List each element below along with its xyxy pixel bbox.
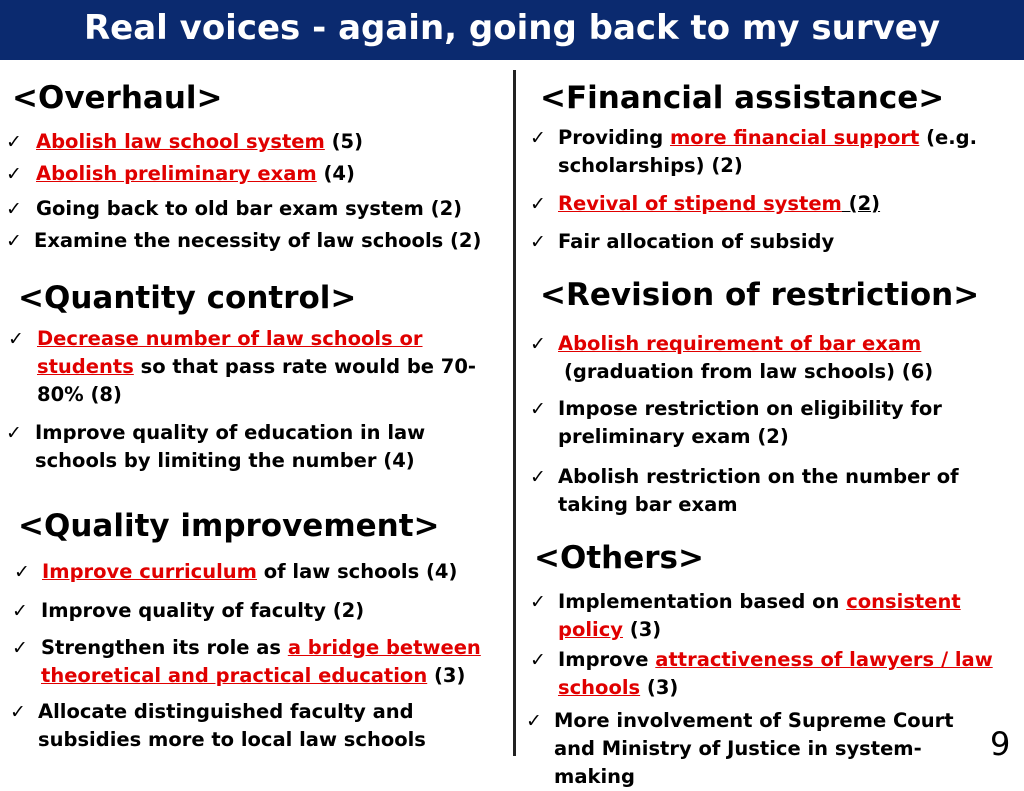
- check-icon: ✓: [530, 649, 546, 671]
- check-icon: ✓: [530, 398, 546, 420]
- check-icon: ✓: [530, 127, 546, 149]
- revision-item-3: Abolish restriction on the number of taking bar exam: [558, 465, 959, 516]
- quality-item-1: Improve curriculum of law schools (4): [42, 560, 458, 583]
- revision-item-2: Impose restriction on eligibility for preliminary exam (2): [558, 397, 942, 448]
- page-number: 9: [990, 725, 1011, 763]
- title-bar: [0, 0, 1024, 60]
- check-icon: ✓: [530, 231, 546, 253]
- check-icon: ✓: [530, 466, 546, 488]
- overhaul-item-4: Examine the necessity of law schools (2): [34, 229, 482, 252]
- revision-item-1: Abolish requirement of bar exam (graduation from law schools) (6): [558, 332, 934, 383]
- quantity-item-1: Decrease number of law schools or students so that pass rate would be 70-80% (8): [37, 327, 477, 406]
- others-item-3: More involvement of Supreme Court and Ministry of Justice in system-making: [554, 709, 954, 788]
- overhaul-heading: <Overhaul>: [12, 80, 223, 116]
- financial-item-3: Fair allocation of subsidy: [558, 230, 835, 253]
- slide-title: Real voices - again, going back to my survey: [83, 8, 940, 48]
- overhaul-item-3: Going back to old bar exam system (2): [36, 197, 463, 220]
- others-item-1: Implementation based on consistent policy (3): [558, 590, 961, 641]
- check-icon: ✓: [530, 591, 546, 613]
- check-icon: ✓: [526, 710, 542, 732]
- quality-item-4: Allocate distinguished faculty and subsidies more to local law schools: [38, 700, 426, 751]
- overhaul-item-1: Abolish law school system (5): [36, 130, 364, 153]
- check-icon: ✓: [6, 163, 22, 185]
- financial-item-2: Revival of stipend system (2): [558, 192, 881, 215]
- check-icon: ✓: [530, 333, 546, 355]
- quality-heading: <Quality improvement>: [18, 508, 440, 544]
- quantity-heading: <Quantity control>: [18, 280, 357, 316]
- check-icon: ✓: [12, 600, 28, 622]
- check-icon: ✓: [8, 328, 24, 350]
- others-heading: <Others>: [534, 540, 704, 576]
- column-divider: [513, 70, 516, 756]
- others-item-2: Improve attractiveness of lawyers / law schools (3): [558, 648, 993, 699]
- quantity-item-2: Improve quality of education in law schools by limiting the number (4): [35, 421, 426, 472]
- check-icon: ✓: [530, 193, 546, 215]
- quality-item-2: Improve quality of faculty (2): [41, 599, 365, 622]
- check-icon: ✓: [14, 561, 30, 583]
- financial-heading: <Financial assistance>: [540, 80, 945, 116]
- overhaul-item-2: Abolish preliminary exam (4): [36, 162, 355, 185]
- check-icon: ✓: [6, 198, 22, 220]
- financial-item-1: Providing more financial support (e.g. scholarships) (2): [558, 126, 978, 177]
- check-icon: ✓: [12, 637, 28, 659]
- check-icon: ✓: [6, 422, 22, 444]
- check-icon: ✓: [6, 131, 22, 153]
- quality-item-3: Strengthen its role as a bridge between theoretical and practical education (3): [41, 636, 481, 687]
- revision-heading: <Revision of restriction>: [540, 277, 980, 313]
- check-icon: ✓: [6, 230, 22, 252]
- check-icon: ✓: [10, 701, 26, 723]
